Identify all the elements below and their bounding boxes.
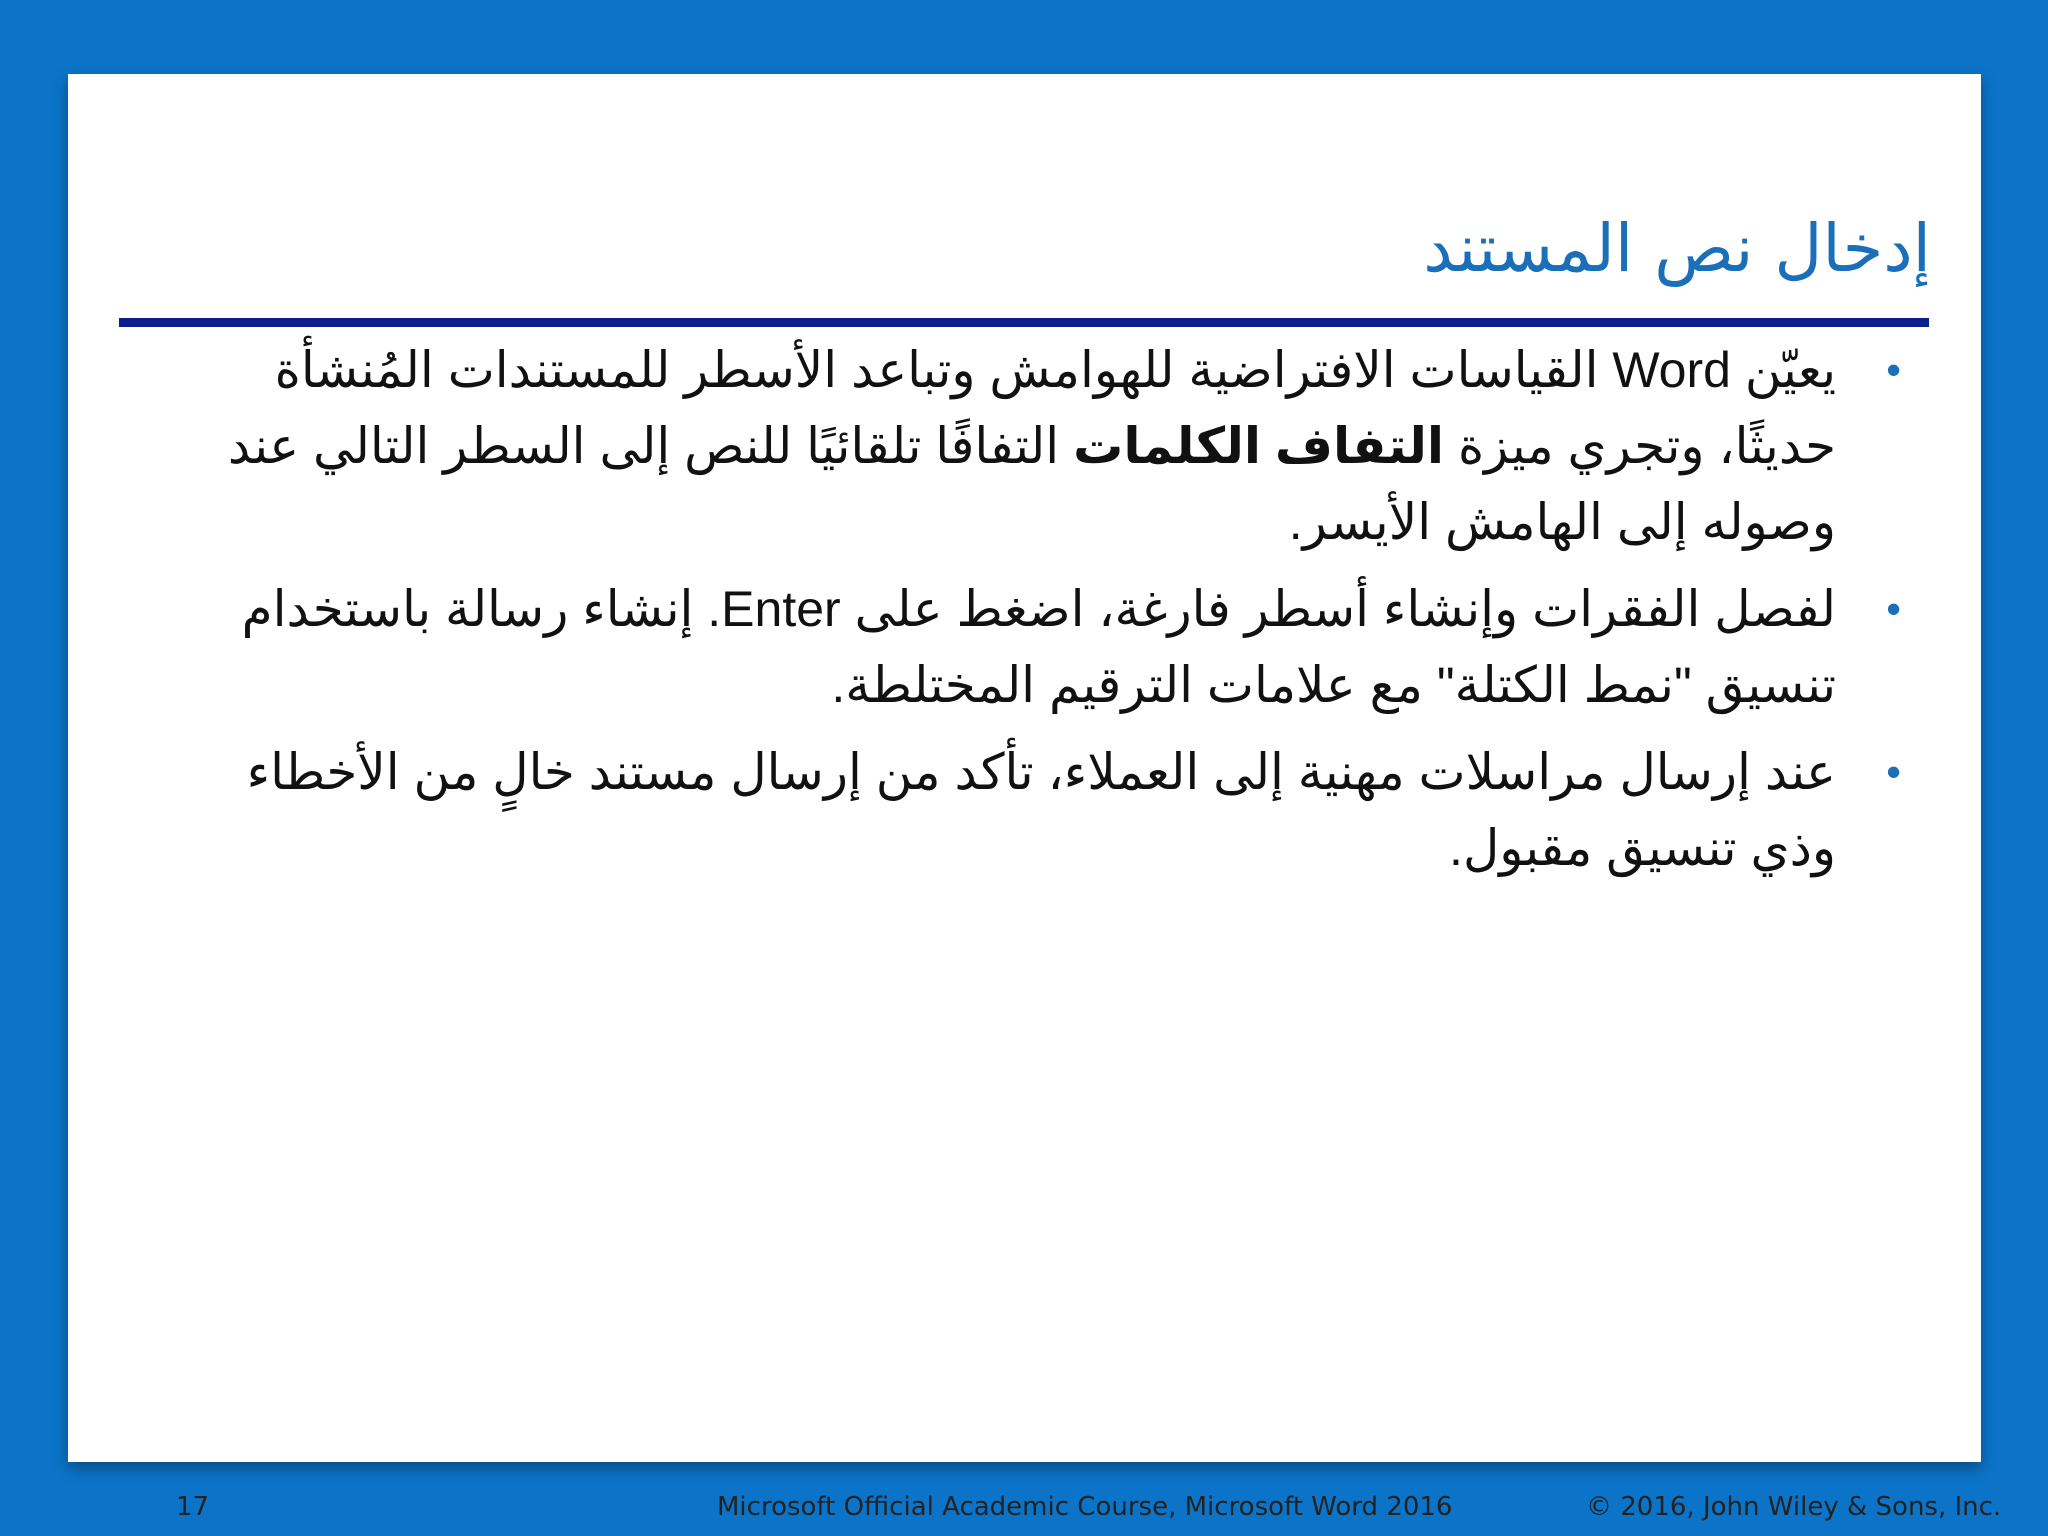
- bullet-text-2: لفصل الفقرات وإنشاء أسطر فارغة، اضغط على Enter. إنشاء رسالة باستخدام تنسيق "نمط الكتلة" مع علامات الترقيم المختلطة.: [241, 581, 1836, 713]
- bullet-icon: •: [1886, 748, 1901, 795]
- page-number: 17: [176, 1492, 210, 1522]
- title-divider: [119, 318, 1929, 327]
- bullet-item-3: [171, 734, 1901, 886]
- bullet-1-bold: التفاف الكلمات: [1073, 418, 1445, 474]
- bullet-icon: •: [1886, 585, 1901, 632]
- slide: [68, 74, 2002, 1522]
- course-footer: Microsoft Official Academic Course, Microsoft Word 2016: [717, 1492, 1453, 1522]
- bullet-1-after: التفافًا تلقائيًا للنص إلى السطر التالي عند وصوله إلى الهامش الأيسر.: [227, 418, 1836, 550]
- bullet-item-1: [171, 332, 1901, 560]
- bullet-item-2: [171, 571, 1901, 723]
- slide-title: إدخال نص المستند: [1423, 210, 1931, 287]
- copyright-footer: © 2016, John Wiley & Sons, Inc.: [1586, 1492, 2002, 1522]
- bullet-icon: •: [1886, 346, 1901, 393]
- bullet-text-1: [228, 342, 1836, 550]
- bullet-text-3: عند إرسال مراسلات مهنية إلى العملاء، تأكد من إرسال مستند خالٍ من الأخطاء وذي تنسيق مقبول.: [246, 744, 1836, 876]
- bullet-1-before: يعيّن Word القياسات الافتراضية للهوامش وتباعد الأسطر للمستندات المُنشأة حديثًا، وتجري ميزة: [274, 342, 1836, 474]
- bullet-list: [171, 332, 1901, 897]
